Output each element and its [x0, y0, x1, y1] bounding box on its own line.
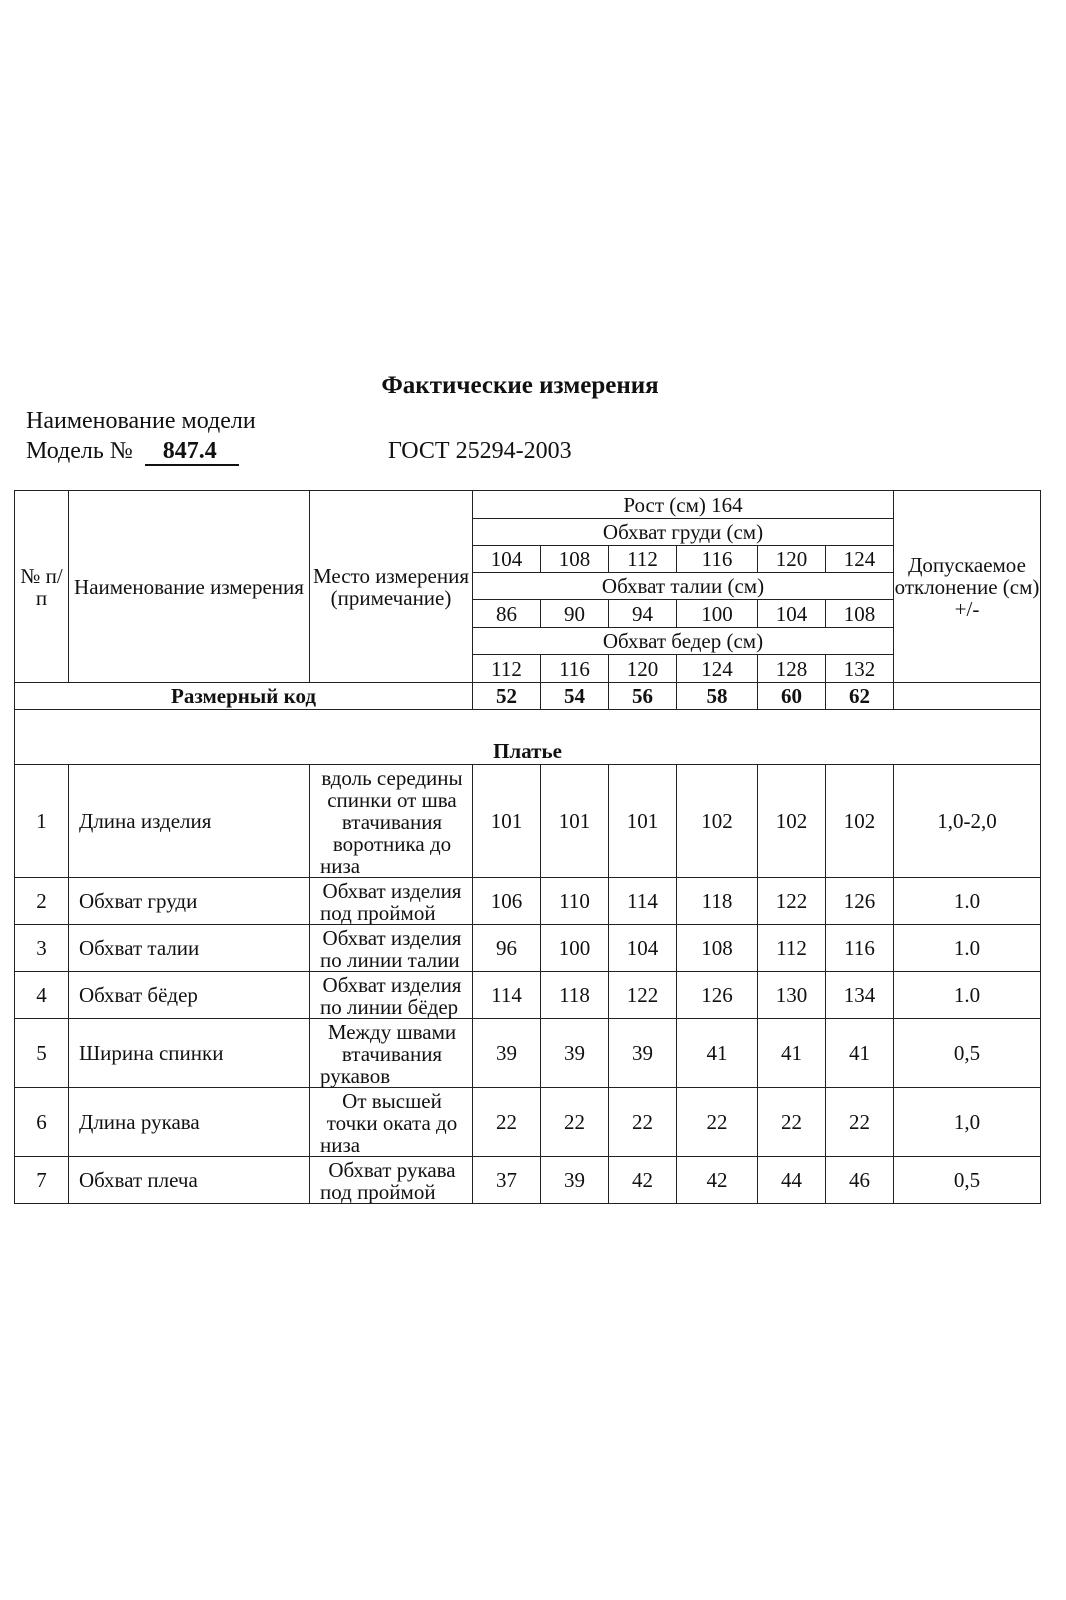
row-value: 134 — [826, 972, 894, 1019]
row-value: 116 — [826, 925, 894, 972]
table-row — [15, 1088, 1041, 1157]
table-row — [15, 925, 1041, 972]
chest-value: 112 — [609, 546, 677, 573]
row-value: 22 — [609, 1088, 677, 1157]
row-note: Обхват изделия под проймой — [310, 878, 473, 925]
row-name: Ширина спинки — [69, 1019, 310, 1088]
row-note: Обхват рукава под проймой — [310, 1157, 473, 1204]
hip-value: 112 — [473, 655, 541, 683]
row-value: 39 — [541, 1157, 609, 1204]
size-code-row — [15, 683, 1041, 710]
row-value: 118 — [677, 878, 758, 925]
hip-value: 120 — [609, 655, 677, 683]
row-value: 118 — [541, 972, 609, 1019]
row-value: 41 — [826, 1019, 894, 1088]
waist-value: 94 — [609, 600, 677, 628]
row-note: вдоль середины спинки от шва втачивания воротника до низа — [310, 765, 473, 878]
table-row — [15, 972, 1041, 1019]
row-name: Длина рукава — [69, 1088, 310, 1157]
row-value: 102 — [677, 765, 758, 878]
row-note: Между швами втачивания рукавов — [310, 1019, 473, 1088]
waist-value: 100 — [677, 600, 758, 628]
row-note: Обхват изделия по линии талии — [310, 925, 473, 972]
model-name-label: Наименование модели — [26, 408, 256, 434]
row-value: 126 — [677, 972, 758, 1019]
row-value: 37 — [473, 1157, 541, 1204]
row-note: От высшей точки оката до низа — [310, 1088, 473, 1157]
row-tolerance: 1.0 — [894, 878, 1041, 925]
row-value: 22 — [473, 1088, 541, 1157]
header-height: Рост (см) 164 — [473, 491, 894, 519]
row-tolerance: 0,5 — [894, 1157, 1041, 1204]
model-line — [26, 438, 239, 466]
row-value: 100 — [541, 925, 609, 972]
row-value: 42 — [609, 1157, 677, 1204]
row-value: 46 — [826, 1157, 894, 1204]
row-value: 112 — [758, 925, 826, 972]
row-num: 3 — [15, 925, 69, 972]
model-number: 847.4 — [145, 438, 239, 466]
hip-value: 132 — [826, 655, 894, 683]
row-name: Обхват бёдер — [69, 972, 310, 1019]
row-value: 96 — [473, 925, 541, 972]
waist-value: 86 — [473, 600, 541, 628]
row-value: 101 — [541, 765, 609, 878]
waist-value: 104 — [758, 600, 826, 628]
row-value: 42 — [677, 1157, 758, 1204]
header-tolerance: Допускаемое отклонение (см) +/- — [894, 491, 1041, 683]
row-value: 39 — [541, 1019, 609, 1088]
table-row — [15, 765, 1041, 878]
chest-value: 116 — [677, 546, 758, 573]
row-value: 22 — [758, 1088, 826, 1157]
row-value: 114 — [473, 972, 541, 1019]
row-value: 106 — [473, 878, 541, 925]
row-value: 22 — [826, 1088, 894, 1157]
row-value: 41 — [758, 1019, 826, 1088]
size-code-label: Размерный код — [15, 683, 473, 710]
row-tolerance: 0,5 — [894, 1019, 1041, 1088]
row-value: 108 — [677, 925, 758, 972]
row-value: 126 — [826, 878, 894, 925]
size-code-value: 52 — [473, 683, 541, 710]
row-value: 104 — [609, 925, 677, 972]
row-name: Обхват груди — [69, 878, 310, 925]
row-tolerance: 1,0 — [894, 1088, 1041, 1157]
size-code-value: 62 — [826, 683, 894, 710]
row-value: 22 — [541, 1088, 609, 1157]
row-tolerance: 1.0 — [894, 972, 1041, 1019]
waist-value: 90 — [541, 600, 609, 628]
row-value: 102 — [826, 765, 894, 878]
row-value: 22 — [677, 1088, 758, 1157]
header-chest: Обхват груди (см) — [473, 519, 894, 546]
size-code-value: 60 — [758, 683, 826, 710]
row-name: Обхват плеча — [69, 1157, 310, 1204]
row-value: 101 — [473, 765, 541, 878]
row-value: 44 — [758, 1157, 826, 1204]
row-num: 4 — [15, 972, 69, 1019]
row-tolerance: 1.0 — [894, 925, 1041, 972]
row-value: 122 — [758, 878, 826, 925]
table-row — [15, 1019, 1041, 1088]
size-code-value: 58 — [677, 683, 758, 710]
table-row — [15, 878, 1041, 925]
row-name: Длина изделия — [69, 765, 310, 878]
row-value: 114 — [609, 878, 677, 925]
row-value: 41 — [677, 1019, 758, 1088]
row-value: 39 — [609, 1019, 677, 1088]
table-row — [15, 1157, 1041, 1204]
header-name: Наименование измерения — [69, 491, 310, 683]
row-value: 39 — [473, 1019, 541, 1088]
row-value: 122 — [609, 972, 677, 1019]
hip-value: 128 — [758, 655, 826, 683]
row-name: Обхват талии — [69, 925, 310, 972]
header-place: Место измерения (примечание) — [310, 491, 473, 683]
row-num: 7 — [15, 1157, 69, 1204]
chest-value: 120 — [758, 546, 826, 573]
hip-value: 116 — [541, 655, 609, 683]
row-value: 102 — [758, 765, 826, 878]
row-tolerance: 1,0-2,0 — [894, 765, 1041, 878]
waist-value: 108 — [826, 600, 894, 628]
page-title: Фактические измерения — [381, 372, 659, 399]
chest-value: 104 — [473, 546, 541, 573]
row-num: 1 — [15, 765, 69, 878]
section-title: Платье — [15, 710, 1041, 765]
row-num: 2 — [15, 878, 69, 925]
row-num: 6 — [15, 1088, 69, 1157]
row-value: 110 — [541, 878, 609, 925]
row-value: 101 — [609, 765, 677, 878]
hip-value: 124 — [677, 655, 758, 683]
row-note: Обхват изделия по линии бёдер — [310, 972, 473, 1019]
size-code-value: 56 — [609, 683, 677, 710]
header-num: № п/п — [15, 491, 69, 683]
measurement-table — [14, 490, 1041, 1204]
model-label: Модель № — [26, 438, 133, 464]
size-code-value: 54 — [541, 683, 609, 710]
gost-standard: ГОСТ 25294-2003 — [388, 438, 572, 464]
row-num: 5 — [15, 1019, 69, 1088]
chest-value: 124 — [826, 546, 894, 573]
header-waist: Обхват талии (см) — [473, 573, 894, 600]
row-value: 130 — [758, 972, 826, 1019]
chest-value: 108 — [541, 546, 609, 573]
header-hips: Обхват бедер (см) — [473, 628, 894, 655]
